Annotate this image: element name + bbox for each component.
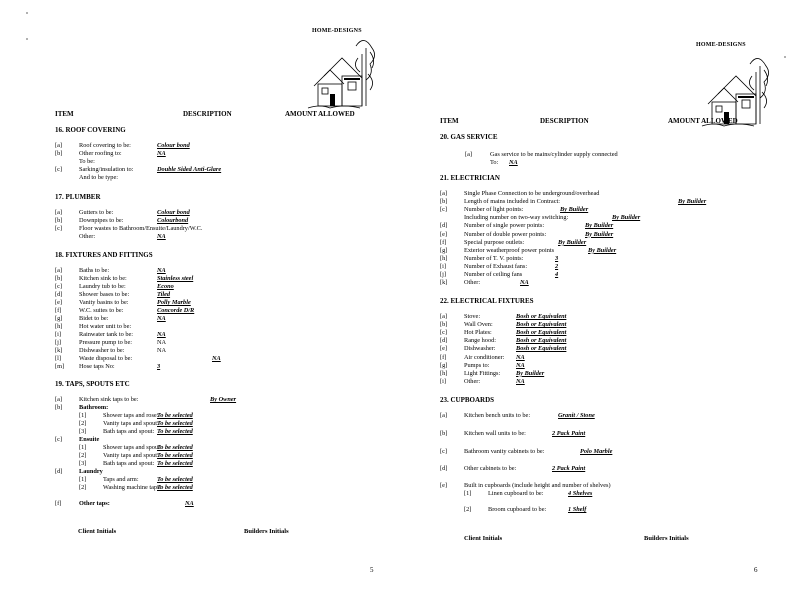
item-description: Bath taps and spout: — [103, 460, 155, 467]
item-description: Dishwasher: — [464, 345, 496, 353]
item-value: Tiled — [157, 291, 171, 298]
item-description: Laundry — [79, 468, 103, 475]
item-letter: [c] — [440, 206, 447, 214]
sub-item-number: [2] — [79, 420, 87, 427]
list-item — [440, 354, 770, 362]
item-value: 1 Shelf — [568, 506, 587, 513]
item-letter: [b] — [55, 217, 63, 224]
item-description: Shower taps and rose: — [103, 412, 159, 419]
item-value: NA — [157, 233, 166, 240]
item-value: 2 Pack Paint — [552, 430, 586, 437]
sub-item-number: [3] — [79, 460, 87, 467]
list-item — [55, 436, 385, 444]
item-value: NA — [212, 355, 221, 362]
item-value: 3 — [555, 254, 559, 262]
item-description: Number of T. V. points: — [464, 254, 524, 262]
column-header-item: ITEM — [440, 117, 459, 125]
item-description: Exterior weatherproof power points — [464, 246, 555, 254]
item-letter: [b] — [440, 198, 448, 206]
list-item — [55, 150, 385, 158]
item-description: Baths to be: — [79, 267, 110, 274]
item-letter: [e] — [440, 230, 447, 238]
item-description: Number of light points: — [464, 206, 524, 214]
list-item — [55, 233, 385, 241]
item-description: W.C. suites to be: — [79, 307, 124, 314]
list-item — [440, 231, 770, 239]
item-description: Number of Exhaust fans: — [464, 262, 528, 270]
item-value: Bosh or Equivalent — [516, 321, 567, 329]
list-item — [55, 444, 385, 452]
list-item — [440, 362, 770, 370]
list-item — [55, 428, 385, 436]
list-item — [55, 484, 385, 492]
item-letter: [a] — [55, 396, 62, 403]
sub-item-number: [2] — [79, 484, 87, 491]
item-value: Polly Marble — [157, 299, 191, 306]
list-item — [55, 331, 385, 339]
list-item — [55, 404, 385, 412]
list-item — [440, 448, 770, 456]
item-value: NA — [157, 315, 166, 322]
section-title: 19. TAPS, SPOUTS ETC — [55, 380, 130, 388]
list-item — [55, 363, 385, 371]
item-letter: [c] — [55, 225, 62, 232]
item-value: Bosh or Equivalent — [516, 345, 567, 353]
item-value: By Owner — [210, 396, 237, 403]
sub-item-number: [1] — [464, 490, 472, 497]
item-value: NA — [516, 353, 525, 361]
item-description: Other cabinets to be: — [464, 465, 517, 472]
home-designs-logo — [300, 24, 380, 114]
sub-item-number: [1] — [79, 444, 87, 451]
list-item — [55, 323, 385, 331]
list-item — [440, 378, 770, 386]
item-letter: [e] — [440, 482, 447, 489]
item-value: Double Sided Anti-Glare — [157, 166, 222, 173]
list-item — [55, 158, 385, 166]
item-value: NA — [157, 150, 166, 157]
list-item — [440, 190, 770, 198]
item-description: Vanity basins to be: — [79, 299, 129, 306]
item-letter: [a] — [55, 267, 62, 274]
gas-row-1 — [465, 151, 765, 159]
logo-text: HOME-DESIGNS — [312, 28, 362, 34]
item-description: Downpipes to be: — [79, 217, 124, 224]
item-description: Rainwater tank to be: — [79, 331, 134, 338]
item-value: To be selected — [157, 428, 193, 435]
item-description: Special purpose outlets: — [464, 238, 525, 246]
section-title: 20. GAS SERVICE — [440, 133, 498, 141]
item-letter: [c] — [55, 166, 62, 173]
list-item — [440, 412, 770, 420]
item-description: Linen cupboard to be: — [488, 490, 544, 497]
list-item — [55, 283, 385, 291]
item-description: Floor wastes to Bathroom/Ensuite/Laundry/W.C. — [79, 225, 203, 232]
item-letter: [j] — [440, 271, 446, 278]
item-description: Single Phase Connection to be underground/overhead — [464, 190, 600, 197]
item-letter: [j] — [55, 339, 61, 346]
item-description: Shower taps and spout: — [103, 444, 162, 451]
item-value: Colourbond — [157, 217, 189, 224]
page-number: 5 — [370, 566, 374, 574]
item-letter: [d] — [440, 465, 448, 472]
list-item — [55, 460, 385, 468]
item-value: To be selected — [157, 484, 193, 491]
list-item — [440, 206, 770, 214]
builders-initials-label: Builders Initials — [244, 528, 289, 535]
item-description: Bidet to be: — [79, 315, 109, 322]
list-item — [440, 337, 770, 345]
item-description: Sarking/insulation to: — [79, 166, 134, 173]
item-letter: [b] — [440, 321, 448, 329]
item-letter: [h] — [440, 369, 448, 377]
list-item — [55, 225, 385, 233]
item-letter: [e] — [440, 345, 447, 353]
list-item — [55, 209, 385, 217]
item-value: NA — [509, 159, 518, 166]
column-header-amount: AMOUNT ALLOWED — [668, 117, 738, 125]
item-letter: [f] — [55, 307, 62, 314]
item-description: Other taps: — [79, 500, 110, 507]
item-letter: [a] — [440, 313, 447, 320]
item-letter: [d] — [440, 337, 448, 345]
page-number: 6 — [754, 566, 758, 574]
gas-row-2 — [465, 159, 765, 167]
item-value: Bosh or Equivalent — [516, 313, 567, 320]
item-description: Air conditioner: — [464, 353, 505, 361]
item-value: To be selected — [157, 420, 193, 427]
item-description: Taps and arm: — [103, 476, 139, 483]
section-title: 18. FIXTURES AND FITTINGS — [55, 251, 153, 259]
item-value: 2 — [555, 262, 559, 270]
list-item — [440, 271, 770, 279]
list-item — [55, 307, 385, 315]
item-description: To be: — [79, 158, 95, 165]
list-item — [55, 174, 385, 182]
item-value: To be selected — [157, 444, 193, 451]
item-value: Bosh or Equivalent — [516, 337, 567, 345]
item-letter: [a] — [465, 151, 472, 158]
item-value: Colour bond — [157, 209, 190, 216]
item-description: Bathroom vanity cabinets to be: — [464, 448, 545, 455]
item-value: Granit / Stone — [558, 412, 595, 419]
list-item — [55, 452, 385, 460]
list-item — [440, 490, 770, 498]
list-item — [440, 263, 770, 271]
sub-item-number: [1] — [79, 476, 87, 483]
item-value: By Builder — [585, 230, 614, 238]
list-item — [440, 214, 770, 222]
logo-text: HOME-DESIGNS — [696, 42, 746, 48]
item-description: Kitchen sink taps to be: — [79, 396, 139, 403]
item-value: NA — [157, 347, 167, 354]
list-item — [440, 465, 770, 473]
item-letter: [f] — [440, 353, 447, 361]
item-description: Broom cupboard to be: — [488, 506, 547, 513]
item-letter: [i] — [440, 377, 446, 385]
list-item — [440, 255, 770, 263]
item-value: To be selected — [157, 452, 193, 459]
column-header-description: DESCRIPTION — [540, 117, 589, 125]
item-value: By Builder — [516, 369, 545, 377]
item-description: Including number on two-way switching: — [464, 214, 569, 222]
item-letter: [b] — [55, 404, 63, 411]
item-value: To be selected — [157, 412, 193, 419]
item-letter: [a] — [55, 209, 62, 216]
item-description: Wall Oven: — [464, 321, 493, 329]
item-description: Dishwasher to be: — [79, 347, 125, 354]
sub-item-number: [2] — [464, 506, 472, 513]
item-value: NA — [516, 361, 525, 369]
list-item — [440, 430, 770, 438]
list-item — [55, 412, 385, 420]
item-letter: [h] — [440, 254, 448, 262]
list-item — [55, 500, 385, 508]
item-description: Vanity taps and spout: — [103, 452, 159, 459]
item-value: Econo — [157, 283, 174, 290]
item-description: And to be type: — [79, 174, 118, 181]
sub-item-number: [3] — [79, 428, 87, 435]
item-letter: [a] — [440, 412, 447, 419]
item-value: By Builder — [558, 238, 587, 246]
section-title: 21. ELECTRICIAN — [440, 174, 500, 182]
item-description: Roof covering to be: — [79, 142, 131, 149]
item-value: 2 Pack Paint — [552, 465, 586, 472]
item-letter: [e] — [55, 299, 62, 306]
item-value: 3 — [157, 363, 161, 370]
item-letter: [a] — [440, 190, 447, 197]
item-description: Range hood: — [464, 337, 497, 345]
list-item — [440, 345, 770, 353]
item-value: NA — [157, 267, 166, 274]
item-description: Laundry tub to be: — [79, 283, 126, 290]
item-description: Light Fittings: — [464, 369, 501, 377]
item-value: 4 — [555, 271, 559, 278]
list-item — [55, 275, 385, 283]
item-description: Length of mains included in Contract: — [464, 198, 561, 206]
item-letter: [c] — [440, 448, 447, 455]
item-letter: [c] — [55, 436, 62, 443]
item-letter: [k] — [55, 347, 63, 354]
list-item — [440, 247, 770, 255]
item-letter: [b] — [55, 150, 63, 157]
list-item — [55, 339, 385, 347]
item-value: Polo Marble — [580, 448, 613, 455]
item-letter: [m] — [55, 363, 65, 370]
item-value: 4 Shelves — [568, 490, 593, 497]
list-item — [55, 217, 385, 225]
item-description: Shower bases to be: — [79, 291, 130, 298]
client-initials-label: Client Initials — [78, 528, 117, 535]
item-letter: [l] — [55, 355, 61, 362]
item-description: Bath taps and spout: — [103, 428, 155, 435]
list-item — [55, 299, 385, 307]
item-description: Vanity taps and spout: — [103, 420, 159, 427]
item-value: By Builder — [585, 222, 614, 230]
list-item — [440, 370, 770, 378]
column-header-description: DESCRIPTION — [183, 110, 232, 118]
item-description: Gas service to be mains/cylinder supply connected — [490, 151, 618, 158]
item-description: Other: — [79, 233, 96, 240]
item-description: Pressure pump to be: — [79, 339, 132, 346]
item-letter: [c] — [55, 283, 62, 290]
list-item — [440, 222, 770, 230]
item-value: To be selected — [157, 476, 193, 483]
section-title: 17. PLUMBER — [55, 193, 101, 201]
item-description: Bathroom: — [79, 404, 109, 411]
item-value: Colour bond — [157, 142, 190, 149]
item-description: Other: — [464, 279, 481, 287]
section-title: 23. CUPBOARDS — [440, 396, 495, 404]
list-item — [55, 267, 385, 275]
item-value: NA — [157, 339, 167, 346]
item-description: Hot Plates: — [464, 329, 492, 337]
item-description: Kitchen wall units to be: — [464, 430, 526, 437]
item-description: Number of double power points: — [464, 230, 547, 238]
item-letter: [d] — [440, 222, 448, 230]
list-item — [440, 329, 770, 337]
item-description: Waste disposal to be: — [79, 355, 133, 362]
column-header-item: ITEM — [55, 110, 74, 118]
sub-item-number: [2] — [79, 452, 87, 459]
list-item — [440, 239, 770, 247]
item-description: Washing machine taps: — [103, 484, 162, 491]
item-description: To: — [490, 159, 499, 166]
item-value: NA — [520, 279, 529, 287]
item-description: Hot water unit to be: — [79, 323, 132, 330]
item-value: By Builder — [678, 198, 707, 206]
item-letter: [i] — [440, 262, 446, 270]
item-value: NA — [157, 331, 166, 338]
item-letter: [b] — [55, 275, 63, 282]
item-description: Number of single power points: — [464, 222, 545, 230]
list-item — [440, 482, 770, 490]
column-header-amount: AMOUNT ALLOWED — [285, 110, 355, 118]
document-page-6 — [400, 0, 800, 600]
item-description: Ensuite — [79, 436, 100, 443]
list-item — [440, 279, 770, 287]
item-letter: [g] — [55, 315, 63, 322]
item-description: Other: — [464, 377, 481, 385]
item-letter: [k] — [440, 279, 448, 287]
list-item — [55, 291, 385, 299]
item-description: Pumps to: — [464, 361, 490, 369]
item-letter: [b] — [440, 430, 448, 437]
list-item — [55, 315, 385, 323]
section-title: 22. ELECTRICAL FIXTURES — [440, 297, 534, 305]
item-value: NA — [185, 500, 194, 507]
list-item — [440, 198, 770, 206]
item-value: By Builder — [560, 206, 589, 214]
item-description: Gutters to be: — [79, 209, 114, 216]
section-title: 16. ROOF COVERING — [55, 126, 126, 134]
item-value: NA — [516, 377, 525, 385]
item-letter: [c] — [440, 329, 447, 337]
list-item — [55, 355, 385, 363]
item-letter: [d] — [55, 291, 63, 298]
item-letter: [h] — [55, 323, 63, 330]
list-item — [55, 420, 385, 428]
item-value: Stainless steel — [157, 275, 194, 282]
item-description: Built in cupboards (include height and number of shelves) — [464, 482, 611, 489]
client-initials-label: Client Initials — [464, 535, 503, 542]
list-item — [55, 476, 385, 484]
item-letter: [f] — [440, 238, 447, 246]
item-description: Number of ceiling fans — [464, 271, 523, 278]
list-item — [440, 313, 770, 321]
item-value: By Builder — [588, 246, 617, 254]
item-value: Concorde D/R — [157, 307, 195, 314]
item-letter: [a] — [55, 142, 62, 149]
item-letter: [g] — [440, 246, 448, 254]
list-item — [55, 142, 385, 150]
list-item — [55, 468, 385, 476]
item-description: Kitchen sink to be: — [79, 275, 127, 282]
house-logo-icon — [300, 24, 380, 114]
list-item — [440, 321, 770, 329]
item-value: Bosh or Equivalent — [516, 329, 567, 337]
sub-item-number: [1] — [79, 412, 87, 419]
item-letter: [d] — [55, 468, 63, 475]
item-description: Stove: — [464, 313, 481, 320]
item-value: To be selected — [157, 460, 193, 467]
builders-initials-label: Builders Initials — [644, 535, 689, 542]
list-item — [55, 347, 385, 355]
list-item — [440, 506, 770, 514]
list-item — [55, 166, 385, 174]
item-description: Kitchen bench units to be: — [464, 412, 531, 419]
item-letter: [g] — [440, 361, 448, 369]
item-letter: [i] — [55, 331, 61, 338]
item-description: Other roofing to: — [79, 150, 122, 157]
item-description: Hose taps No: — [79, 363, 115, 370]
item-letter: [f] — [55, 500, 62, 507]
item-value: By Builder — [612, 214, 641, 222]
list-item — [55, 396, 385, 404]
